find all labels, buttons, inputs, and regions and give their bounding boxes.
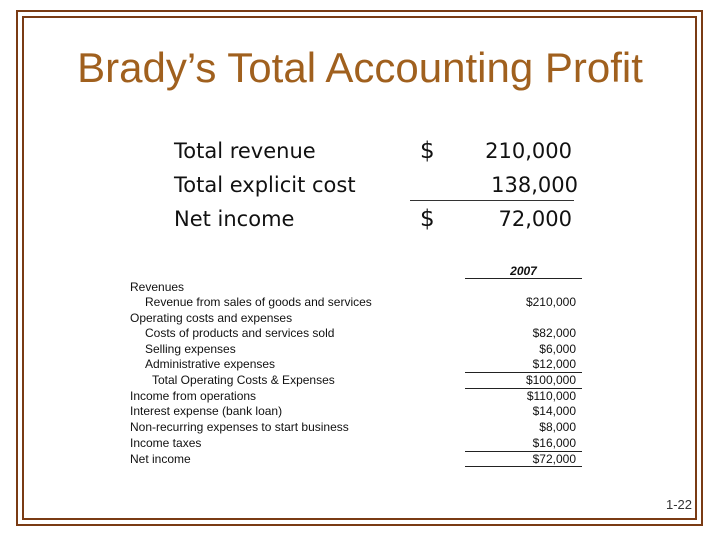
statement-label: Income from operations [130,389,257,403]
statement-value: $72,000 [532,452,576,466]
page-number: 1-22 [665,497,692,512]
statement-label: Net income [130,452,191,466]
statement-value: $6,000 [539,342,576,356]
statement-value: $14,000 [532,404,576,418]
statement-label: Total Operating Costs & Expenses [152,373,335,387]
statement-label: Revenue from sales of goods and services [145,295,372,309]
total-rule [465,466,582,467]
summary-currency: $ [420,138,435,164]
statement-value: $110,000 [526,389,576,403]
summary-label: Total revenue [174,139,316,163]
summary-value: 138,000 [491,173,578,197]
statement-label: Operating costs and expenses [130,311,293,325]
statement-label: Non-recurring expenses to start business [130,420,349,434]
statement-label: Administrative expenses [145,357,276,371]
statement-label: Interest expense (bank loan) [130,404,283,418]
summary-value: 210,000 [485,139,572,163]
slide-title: Brady’s Total Accounting Profit [77,44,643,91]
statement-value: $16,000 [532,436,576,450]
statement-value: $210,000 [525,295,576,309]
summary-currency: $ [420,206,435,232]
year-header: 2007 [510,264,537,278]
summary-label: Net income [174,207,295,231]
statement-label: Income taxes [130,436,202,450]
year-header-rule [465,278,582,279]
summary-label: Total explicit cost [174,173,356,197]
statement-value: $8,000 [539,420,576,434]
statement-label: Revenues [130,280,185,294]
statement-value: $12,000 [532,357,576,371]
statement-label: Selling expenses [145,342,236,356]
statement-label: Costs of products and services sold [145,326,335,340]
summary-value: 72,000 [498,207,572,231]
statement-value: $82,000 [532,326,576,340]
statement-value: $100,000 [525,373,576,387]
